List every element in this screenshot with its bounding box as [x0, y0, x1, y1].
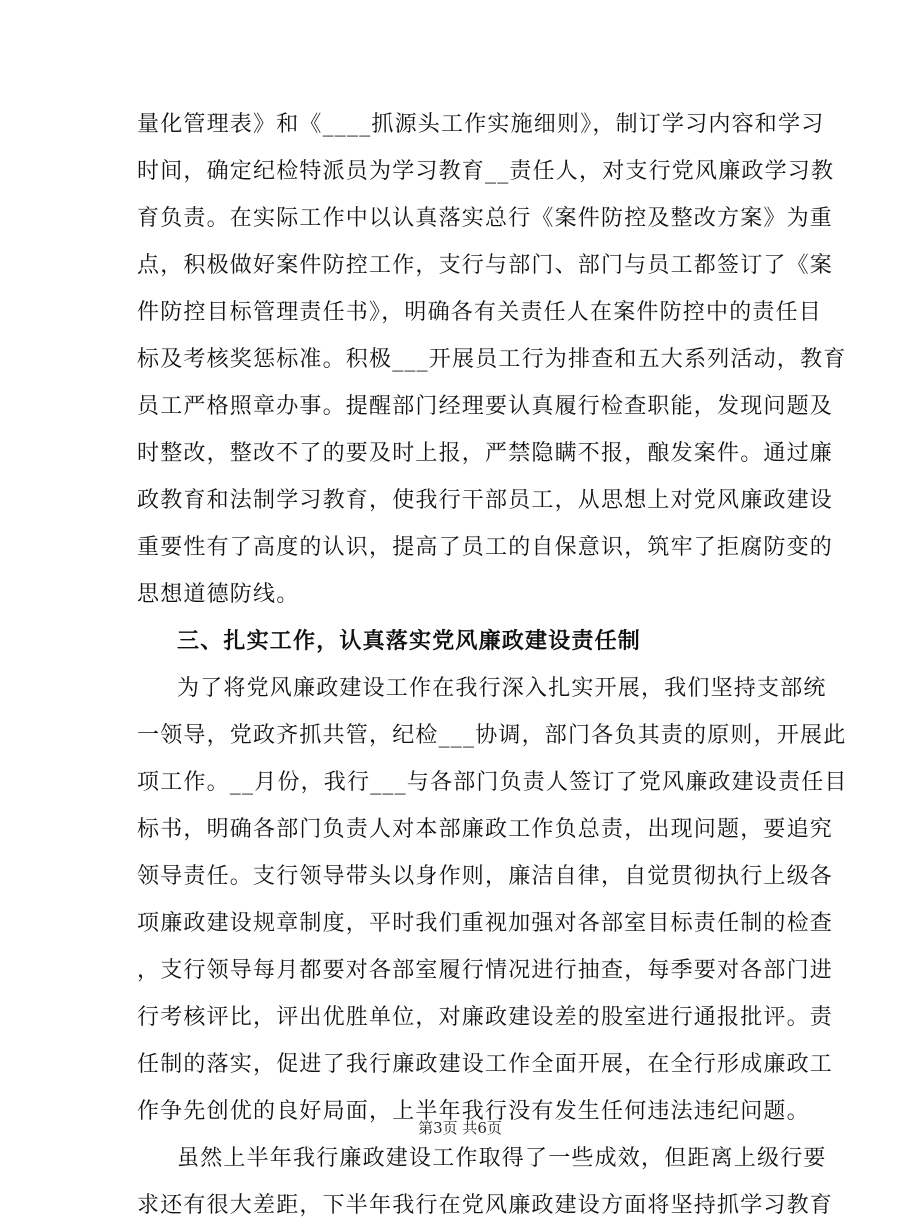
text-line: 时整改，整改不了的要及时上报，严禁隐瞒不报，酿发案件。通过廉 [137, 441, 834, 466]
text-line: 思想道德防线。 [137, 582, 300, 607]
text-line: 员工严格照章办事。提醒部门经理要认真履行检查职能，发现问题及 [137, 394, 834, 419]
text-line: 领导责任。支行领导带头以身作则，廉洁自律，自觉贯彻执行上级各 [137, 864, 834, 889]
text-line: 政教育和法制学习教育，使我行干部员工，从思想上对党风廉政建设 [137, 488, 834, 513]
text-line: 为了将党风廉政建设工作在我行深入扎实开展，我们坚持支部统 [177, 676, 827, 701]
text-line: 重要性有了高度的认识，提高了员工的自保意识，筑牢了拒腐防变的 [137, 535, 834, 560]
text-line: ，支行领导每月都要对各部室履行情况进行抽查，每季要对各部门进 [137, 958, 834, 983]
text-line: 育负责。在实际工作中以认真落实总行《案件防控及整改方案》为重 [137, 206, 834, 231]
text-line: 时间，确定纪检特派员为学习教育__责任人，对支行党风廉政学习教 [137, 159, 835, 184]
text-line: 作争先创优的良好局面，上半年我行没有发生任何违法违纪问题。 [137, 1099, 810, 1124]
text-line: 求还有很大差距，下半年我行在党风廉政建设方面将坚持抓学习教育 [137, 1193, 834, 1218]
text-line: 项工作。__月份，我行___与各部门负责人签订了党风廉政建设责任目 [137, 770, 848, 795]
section-heading: 三、扎实工作，认真落实党风廉政建设责任制 [177, 629, 642, 654]
text-line: 标及考核奖惩标准。积极___开展员工行为排查和五大系列活动，教育 [137, 347, 847, 372]
text-line: 量化管理表》和《____抓源头工作实施细则》，制订学习内容和学习 [137, 112, 825, 137]
text-line: 点，积极做好案件防控工作，支行与部门、部门与员工都签订了《案 [137, 253, 834, 278]
text-line: 任制的落实，促进了我行廉政建设工作全面开展，在全行形成廉政工 [137, 1052, 834, 1077]
paragraph-2 [137, 665, 848, 1135]
text-line: 一领导，党政齐抓共管，纪检___协调，部门各负其责的原则，开展此 [137, 723, 847, 748]
paragraph-1 [137, 101, 847, 618]
text-line: 件防控目标管理责任书》，明确各有关责任人在案件防控中的责任目 [137, 300, 823, 325]
page-number-footer: 第3页 共6页 [418, 1119, 502, 1137]
document-body [137, 101, 848, 1229]
text-line: 虽然上半年我行廉政建设工作取得了一些成效，但距离上级行要 [177, 1146, 827, 1171]
text-line: 行考核评比，评出优胜单位，对廉政建设差的股室进行通报批评。责 [137, 1005, 834, 1030]
paragraph-3 [137, 1135, 834, 1229]
text-line: 标书，明确各部门负责人对本部廉政工作负总责，出现问题，要追究 [137, 817, 834, 842]
text-line: 项廉政建设规章制度，平时我们重视加强对各部室目标责任制的检查 [137, 911, 834, 936]
